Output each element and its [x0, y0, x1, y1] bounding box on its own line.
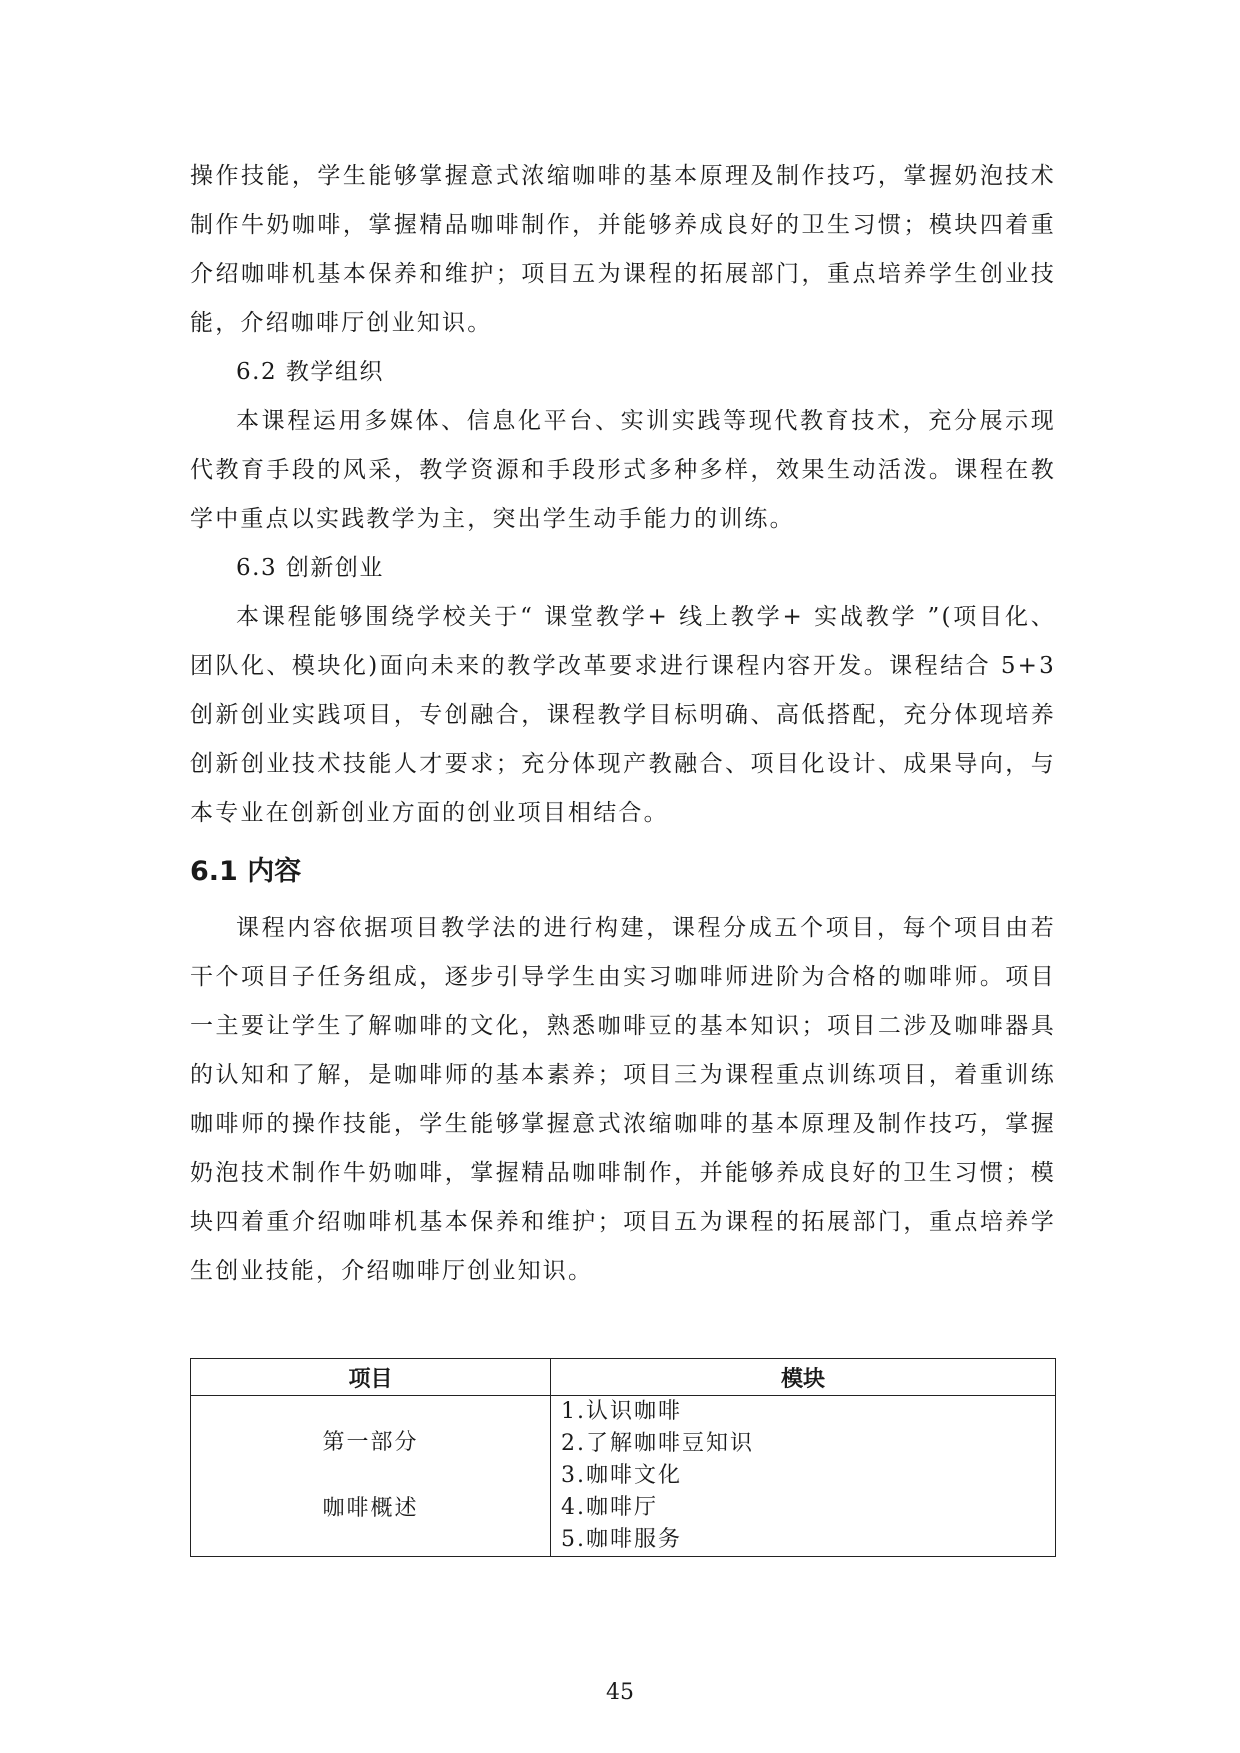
section-6-1-heading: 6.1 内容 — [190, 856, 302, 887]
project-part: 第一部分 — [322, 1430, 419, 1455]
project-cell — [191, 1396, 551, 1557]
table-row — [191, 1396, 1056, 1557]
table-header-module: 模块 — [551, 1359, 1056, 1396]
module-item: 5.咖啡服务 — [561, 1527, 682, 1552]
section-6-3-body: 本课程能够围绕学校关于“ 课堂教学+ 线上教学+ 实战教学 ”(项目化、团队化、模块化)面向未来的教学改革要求进行课程内容开发。课程结合 5+3 创新创业实践项目，专创融合，课程教学目标明确、高低搭配，充分体现培养创新创业技术技能人才要求；充分体现产教融合、项目化设计、成果导向，与本专业在创新创业方面的创业项目相结合。 — [190, 604, 1056, 826]
document-body — [190, 152, 1056, 1296]
section-6-3-title: 6.3 创新创业 — [236, 555, 384, 581]
section-6-2-body: 本课程运用多媒体、信息化平台、实训实践等现代教育技术，充分展示现代教育手段的风采，教学资源和手段形式多种多样，效果生动活泼。课程在教学中重点以实践教学为主，突出学生动手能力的训练。 — [190, 408, 1056, 532]
section-6-2-title: 6.2 教学组织 — [236, 359, 384, 385]
module-item: 3.咖啡文化 — [561, 1463, 682, 1488]
page-number: 45 — [606, 1680, 634, 1705]
table-header-project: 项目 — [191, 1359, 551, 1396]
module-cell — [551, 1396, 1056, 1557]
module-item: 1.认识咖啡 — [561, 1399, 682, 1424]
content-table — [190, 1358, 1056, 1557]
table-header-row — [191, 1359, 1056, 1396]
top-paragraph: 操作技能，学生能够掌握意式浓缩咖啡的基本原理及制作技巧，掌握奶泡技术制作牛奶咖啡，掌握精品咖啡制作，并能够养成良好的卫生习惯；模块四着重介绍咖啡机基本保养和维护；项目五为课程的拓展部门，重点培养学生创业技能，介绍咖啡厅创业知识。 — [190, 163, 1056, 336]
module-item: 2.了解咖啡豆知识 — [561, 1431, 754, 1456]
section-6-1-body: 课程内容依据项目教学法的进行构建，课程分成五个项目，每个项目由若干个项目子任务组成，逐步引导学生由实习咖啡师进阶为合格的咖啡师。项目一主要让学生了解咖啡的文化，熟悉咖啡豆的基本知识；项目二涉及咖啡器具的认知和了解，是咖啡师的基本素养；项目三为课程重点训练项目，着重训练咖啡师的操作技能，学生能够掌握意式浓缩咖啡的基本原理及制作技巧，掌握奶泡技术制作牛奶咖啡，掌握精品咖啡制作，并能够养成良好的卫生习惯；模块四着重介绍咖啡机基本保养和维护；项目五为课程的拓展部门，重点培养学生创业技能，介绍咖啡厅创业知识。 — [190, 915, 1056, 1284]
module-item: 4.咖啡厅 — [561, 1495, 658, 1520]
project-name: 咖啡概述 — [322, 1496, 419, 1521]
